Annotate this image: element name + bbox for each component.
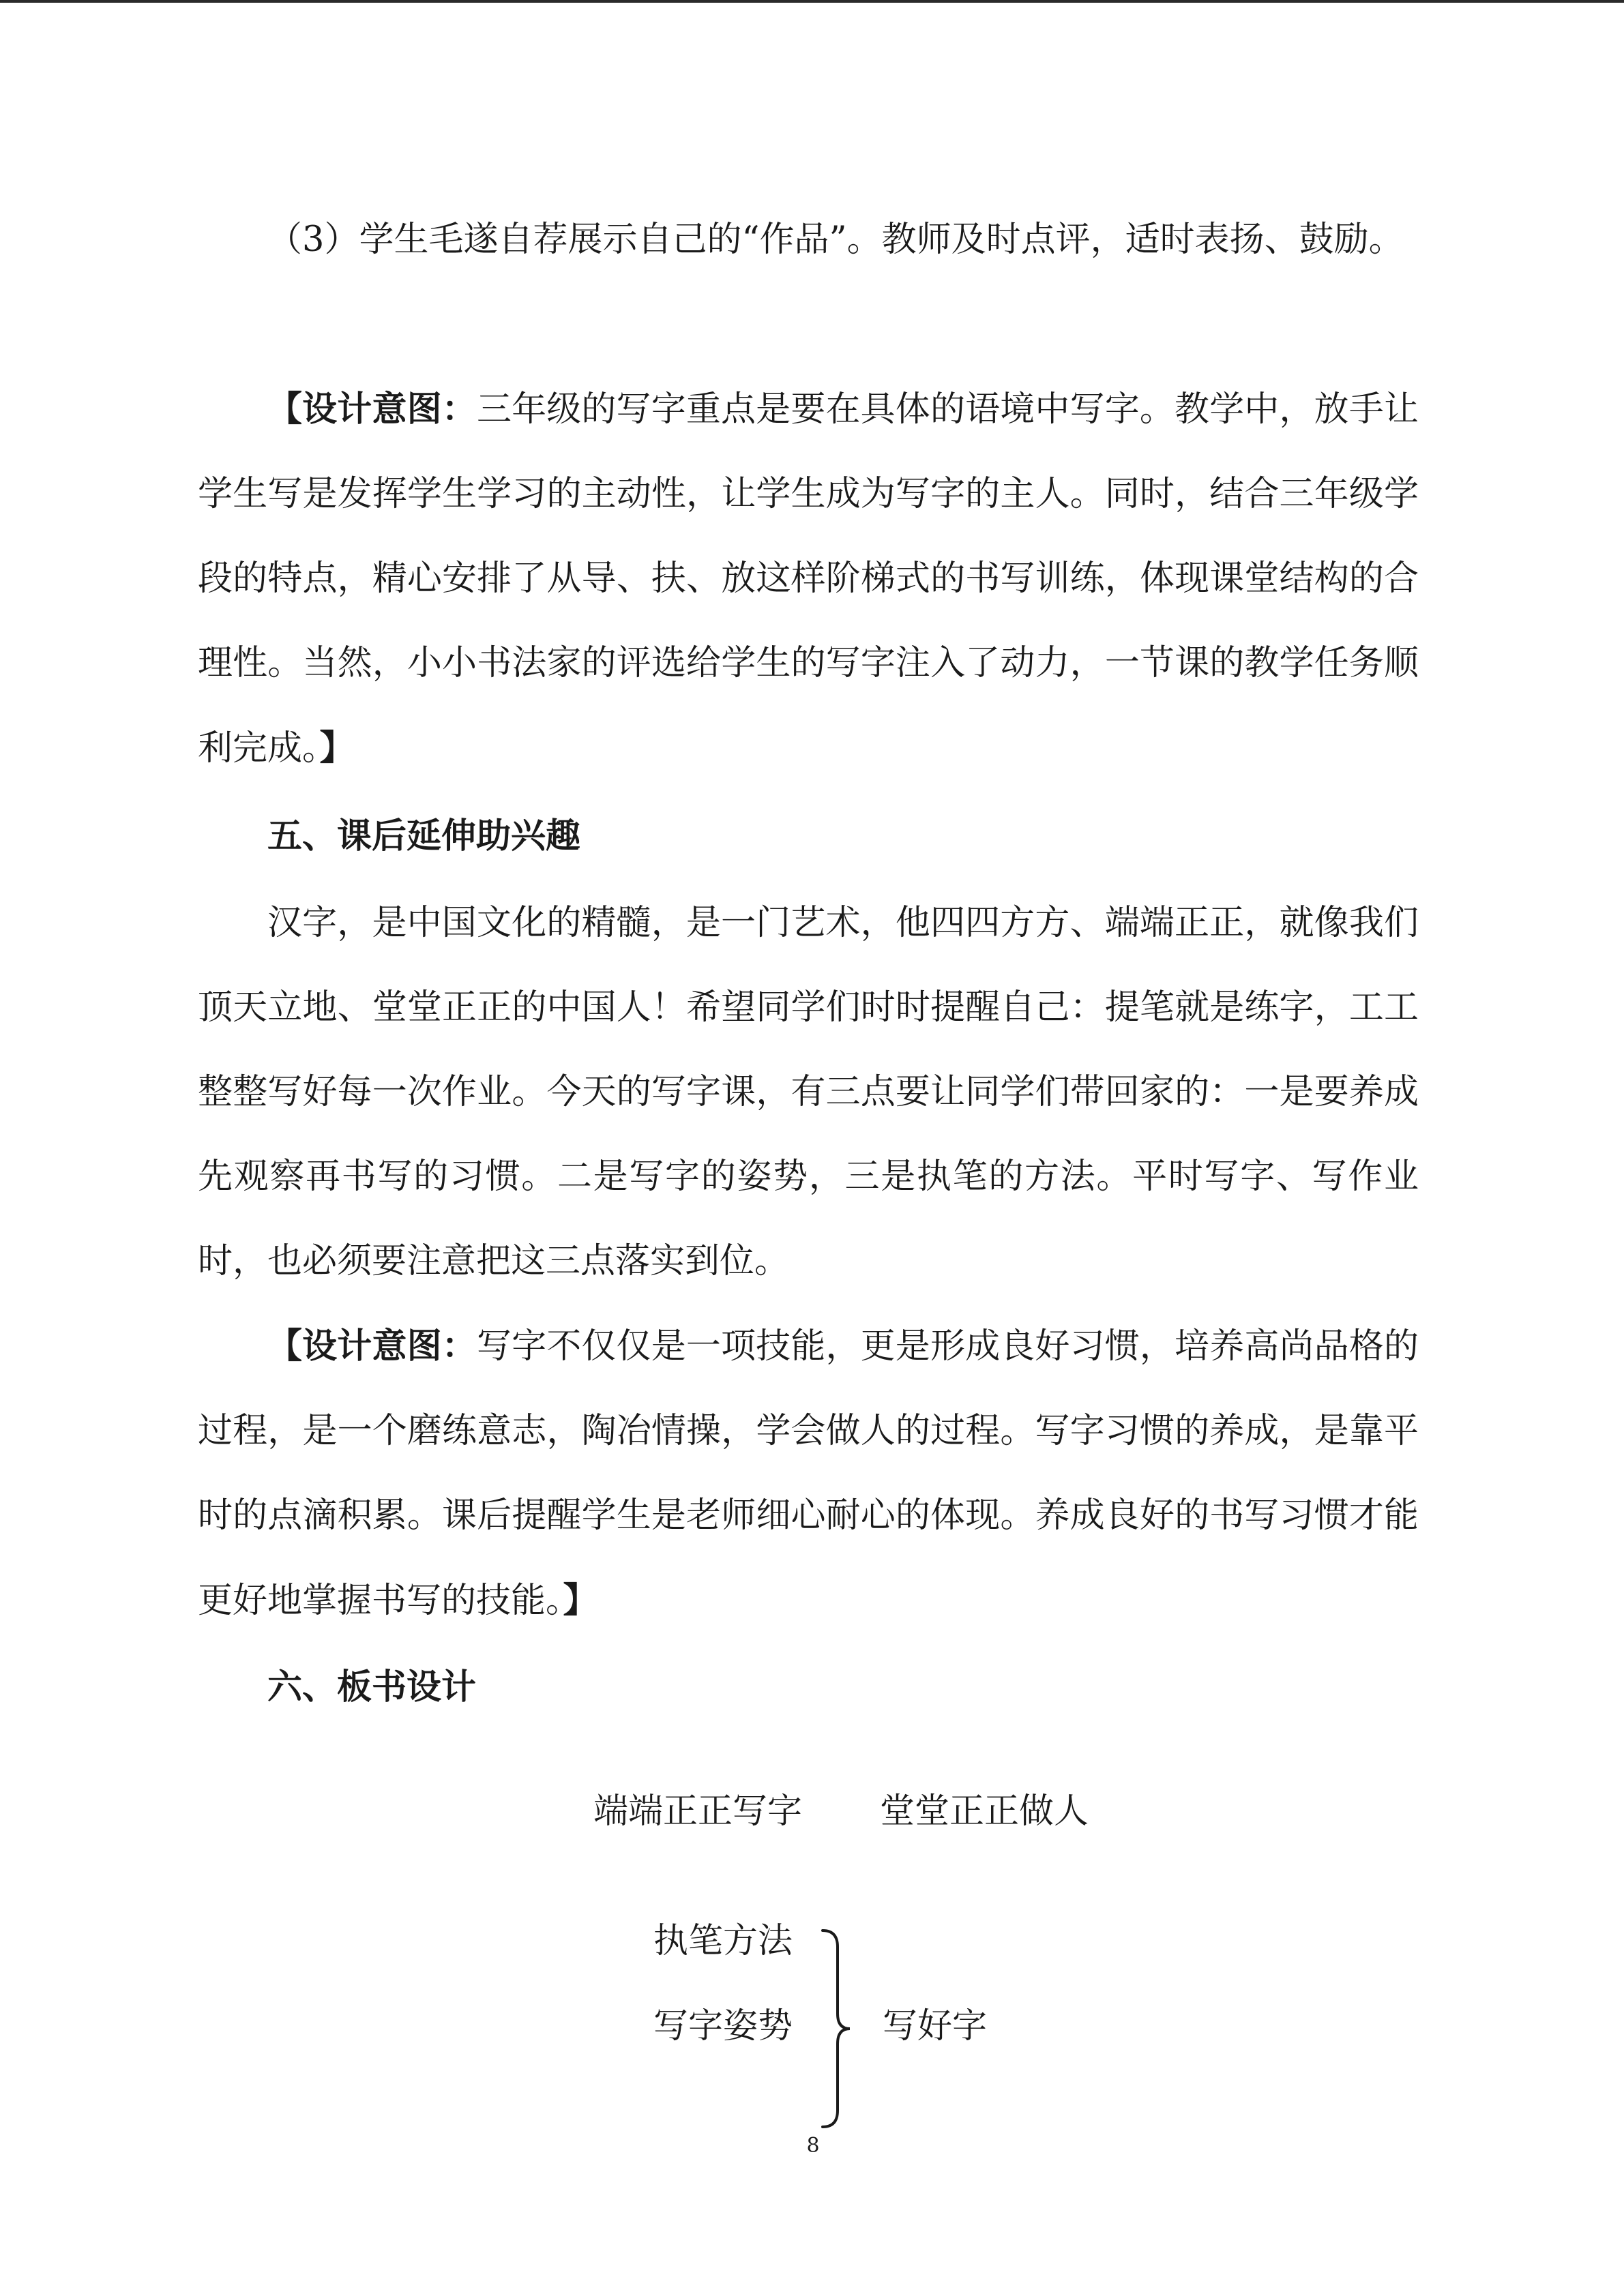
paragraph-design-intent-2 xyxy=(198,1304,1419,1643)
board-item-grip: 执笔方法 xyxy=(653,1921,793,1961)
design-intent-label: 【设计意图： xyxy=(267,389,477,430)
page-number: 8 xyxy=(806,2134,820,2158)
design-intent-close-bracket: 】 xyxy=(563,1580,598,1621)
board-result: 写好字 xyxy=(883,2006,988,2046)
paragraph-design-intent-1 xyxy=(198,367,1419,791)
design-intent-text: 三年级的写字重点是要在具体的语境中写字。教学中，放手让学生写是发挥学生学习的主动性，让学生成为写字的主人。同时，结合三年级学段的特点，精心安排了从导、扶、放这样阶梯式的书写训练，体现课堂结构的合理性。当然，小小书法家的评选给学生的写字注入了动力，一节课的教学任务顺利完成。 xyxy=(198,389,1419,769)
paragraph-student-showcase: （3）学生毛遂自荐展示自己的“作品”。教师及时点评，适时表扬、鼓励。 xyxy=(267,220,1404,260)
paragraph-after-class: 汉字，是中国文化的精髓，是一门艺术，他四四方方、端端正正，就像我们顶天立地、堂堂正正的中国人！希望同学们时时提醒自己：提笔就是练字，工工整整写好每一次作业。今天的写字课，有三点要让同学们带回家的：一是要养成先观察再书写的习惯。二是写字的姿势，三是执笔的方法。平时写字、写作业时，也必须要注意把这三点落实到位。 xyxy=(198,903,1419,1281)
curly-brace-icon xyxy=(818,1926,859,2131)
board-title-right: 堂堂正正做人 xyxy=(880,1791,1089,1832)
section-heading-5: 五、课后延伸助兴趣 xyxy=(267,816,581,856)
board-title-left: 端端正正写字 xyxy=(593,1791,803,1832)
design-intent-close-bracket: 】 xyxy=(319,728,355,769)
top-border xyxy=(0,0,1624,3)
section-heading-6: 六、板书设计 xyxy=(267,1667,477,1708)
design-intent-label: 【设计意图： xyxy=(267,1326,477,1367)
design-intent-text: 写字不仅仅是一项技能，更是形成良好习惯，培养高尚品格的过程，是一个磨练意志，陶冶情操，学会做人的过程。写字习惯的养成，是靠平时的点滴积累。课后提醒学生是老师细心耐心的体现。养成良好的书写习惯才能更好地掌握书写的技能。 xyxy=(198,1326,1419,1621)
board-item-posture: 写字姿势 xyxy=(653,2006,793,2046)
